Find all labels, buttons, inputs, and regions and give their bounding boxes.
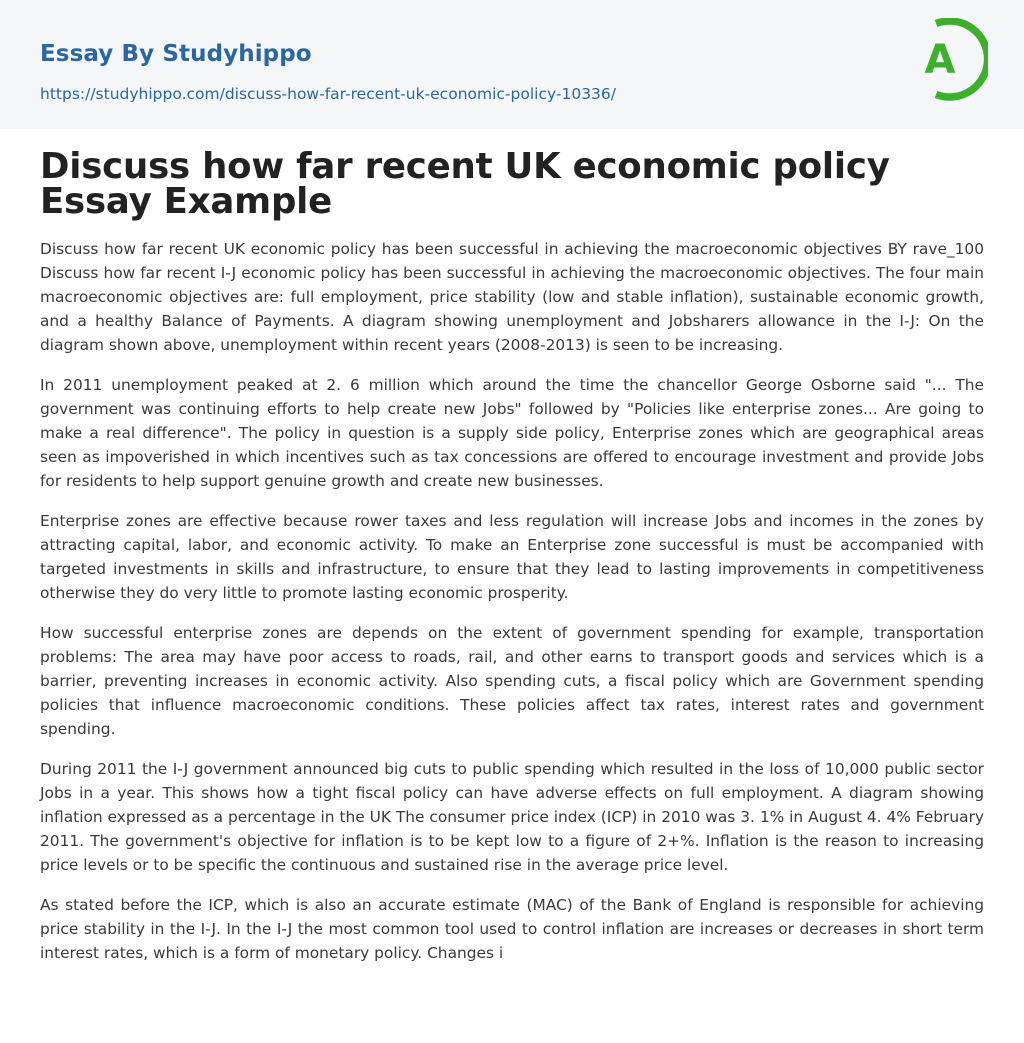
studyhippo-logo-icon[interactable] <box>910 18 988 106</box>
essay-body <box>40 237 984 965</box>
essay-paragraph: In 2011 unemployment peaked at 2. 6 million which around the time the chancellor George Osborne said "... The government was continuing efforts to help create new Jobs" followed by "Policies like enterprise zones... Are going to make a real difference". The policy in question is a supply side policy, Enterprise zones which are geographical areas seen as impoverished in which incentives such as tax concessions are offered to encourage investment and provide Jobs for residents to help support genuine growth and create new businesses. <box>40 376 984 490</box>
essay-paragraph: During 2011 the I-J government announced big cuts to public spending which resulted in the loss of 10,000 public sector Jobs in a year. This shows how a tight fiscal policy can have adverse effects on full employment. A diagram showing inflation expressed as a percentage in the UK The consumer price index (ICP) in 2010 was 3. 1% in August 4. 4% February 2011. The government's objective for inflation is to be kept low to a figure of 2+%. Inflation is the reason to increasing price levels or to be specific the continuous and sustained rise in the average price level. <box>40 760 984 874</box>
essay-url-link[interactable]: https://studyhippo.com/discuss-how-far-recent-uk-economic-policy-10336/ <box>40 85 616 103</box>
essay-paragraph: Discuss how far recent UK economic policy has been successful in achieving the macroeconomic objectives BY rave_100 Discuss how far recent I-J economic policy has been successful in achieving the macroeconomic objectives. The four main macroeconomic objectives are: full employment, price stability (low and stable inflation), sustainable economic growth, and a healthy Balance of Payments. A diagram showing unemployment and Jobsharers allowance in the I-J: On the diagram shown above, unemployment within recent years (2008-2013) is seen to be increasing. <box>40 240 984 354</box>
site-header <box>0 0 1024 129</box>
essay-paragraph: As stated before the ICP, which is also an accurate estimate (MAC) of the Bank of England is responsible for achieving price stability in the I-J. In the I-J the most common tool used to control inflation are increases or decreases in short term interest rates, which is a form of monetary policy. Changes i <box>40 896 984 962</box>
essay-paragraph: Enterprise zones are effective because rower taxes and less regulation will increase Jobs and incomes in the zones by attracting capital, labor, and economic activity. To make an Enterprise zone successful is must be accompanied with targeted investments in skills and infrastructure, to ensure that they lead to lasting improvements in competitiveness otherwise they do very little to promote lasting economic prosperity. <box>40 512 984 602</box>
essay-paragraph: How successful enterprise zones are depends on the extent of government spending for example, transportation problems: The area may have poor access to roads, rail, and other earns to transport goods and services which is a barrier, preventing increases in economic activity. Also spending cuts, a fiscal policy which are Government spending policies that influence macroeconomic conditions. These policies affect tax rates, interest rates and government spending. <box>40 624 984 738</box>
brand-title[interactable]: Essay By Studyhippo <box>40 41 312 67</box>
logo-letter: A <box>924 37 956 83</box>
article <box>0 129 1024 965</box>
page-title: Discuss how far recent UK economic policy Essay Example <box>40 146 890 222</box>
